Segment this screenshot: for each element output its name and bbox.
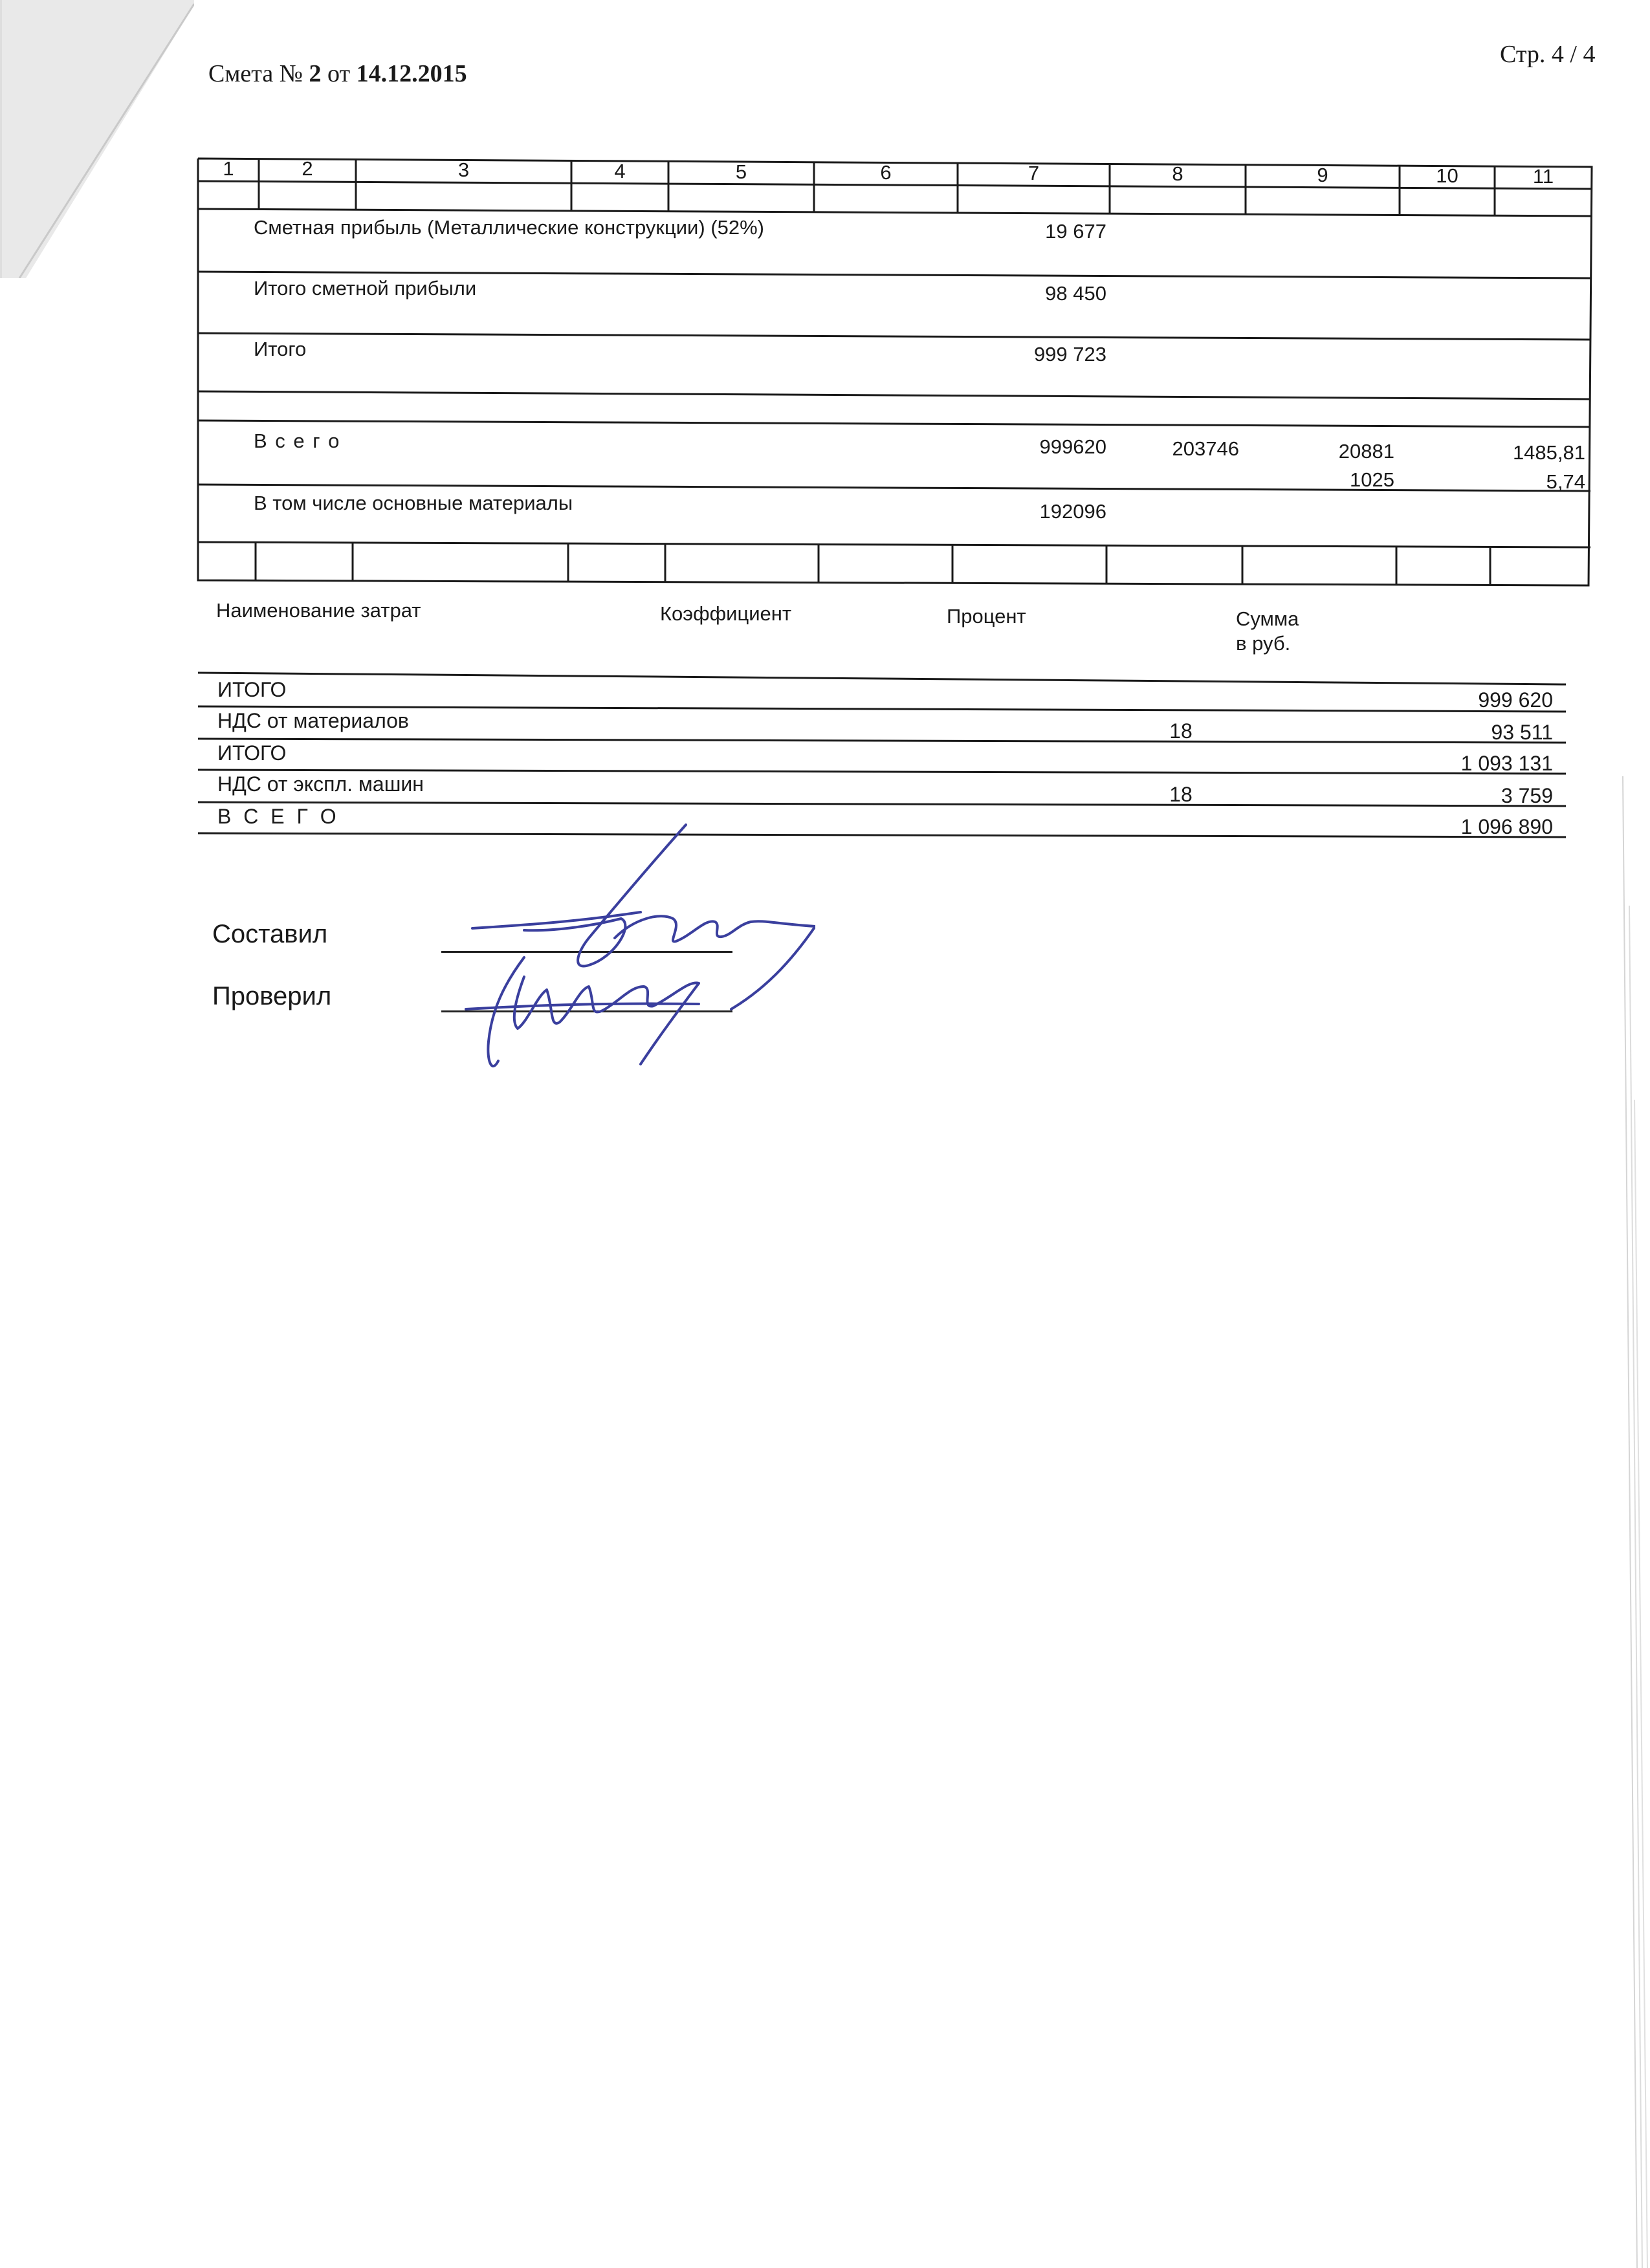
vsego-col11-sub: 5,74 — [1546, 470, 1585, 493]
doc-title-mid: от — [327, 60, 351, 87]
column-number: 5 — [735, 160, 747, 183]
doc-date: 14.12.2015 — [356, 60, 467, 87]
profit-total-col7: 98 450 — [1045, 282, 1106, 305]
summary-header-sum-line1: Сумма — [1236, 607, 1299, 630]
column-number: 8 — [1172, 162, 1183, 185]
summary-row-sum: 3 759 — [1501, 784, 1553, 807]
summary-header-percent: Процент — [947, 605, 1026, 627]
column-number: 1 — [223, 157, 234, 180]
estimate-table — [0, 0, 1650, 615]
summary-row-sum: 1 093 131 — [1460, 752, 1553, 775]
summary-row-sum: 999 620 — [1478, 688, 1553, 712]
column-number: 3 — [457, 158, 470, 181]
doc-title-prefix: Смета № — [208, 60, 303, 87]
summary-row-percent: 18 — [1169, 719, 1193, 743]
checked-by-label: Проверил — [212, 982, 332, 1010]
vsego-col9: 20881 — [1338, 440, 1394, 463]
summary-header-coef: Коэффициент — [660, 602, 792, 625]
column-number: 2 — [302, 157, 313, 180]
column-number: 6 — [880, 161, 892, 184]
column-number: 4 — [614, 160, 626, 182]
table-grid-lines — [0, 0, 1650, 615]
itogo-label: Итого — [254, 338, 307, 360]
summary-row-label: НДС от экспл. машин — [217, 772, 424, 796]
column-number: 11 — [1532, 165, 1554, 188]
vsego-col9-sub: 1025 — [1350, 468, 1394, 491]
vsego-col11: 1485,81 — [1512, 441, 1585, 464]
summary-row-percent: 18 — [1169, 783, 1193, 806]
materials-label: В том числе основные материалы — [254, 492, 573, 514]
column-number: 9 — [1317, 164, 1328, 186]
itogo-col7: 999 723 — [1033, 343, 1106, 365]
summary-row-sum: 1 096 890 — [1460, 815, 1553, 838]
summary-row-label: В С Е Г О — [217, 805, 340, 828]
profit-total-label: Итого сметной прибыли — [254, 277, 477, 300]
vsego-col7: 999620 — [1039, 435, 1106, 458]
doc-number: 2 — [309, 60, 322, 87]
column-number: 7 — [1028, 162, 1040, 184]
summary-row-label: ИТОГО — [217, 678, 287, 701]
summary-row-label: НДС от материалов — [217, 709, 409, 732]
handwritten-signatures — [427, 815, 815, 1087]
profit-metal-label: Сметная прибыль (Металлические конструкции) (52%) — [254, 216, 764, 239]
summary-row-label: ИТОГО — [217, 741, 287, 765]
materials-col7: 192096 — [1039, 500, 1106, 523]
page-number: Стр. 4 / 4 — [1500, 41, 1596, 68]
vsego-label: В с е г о — [254, 430, 341, 452]
profit-metal-col7: 19 677 — [1045, 220, 1106, 243]
composed-by-label: Составил — [212, 920, 328, 948]
summary-header-sum-line2: в руб. — [1236, 632, 1291, 655]
summary-header-name: Наименование затрат — [216, 599, 421, 622]
column-number: 10 — [1436, 164, 1458, 187]
cost-summary — [0, 582, 1650, 873]
vsego-col8: 203746 — [1172, 437, 1239, 460]
summary-row-sum: 93 511 — [1491, 721, 1553, 744]
